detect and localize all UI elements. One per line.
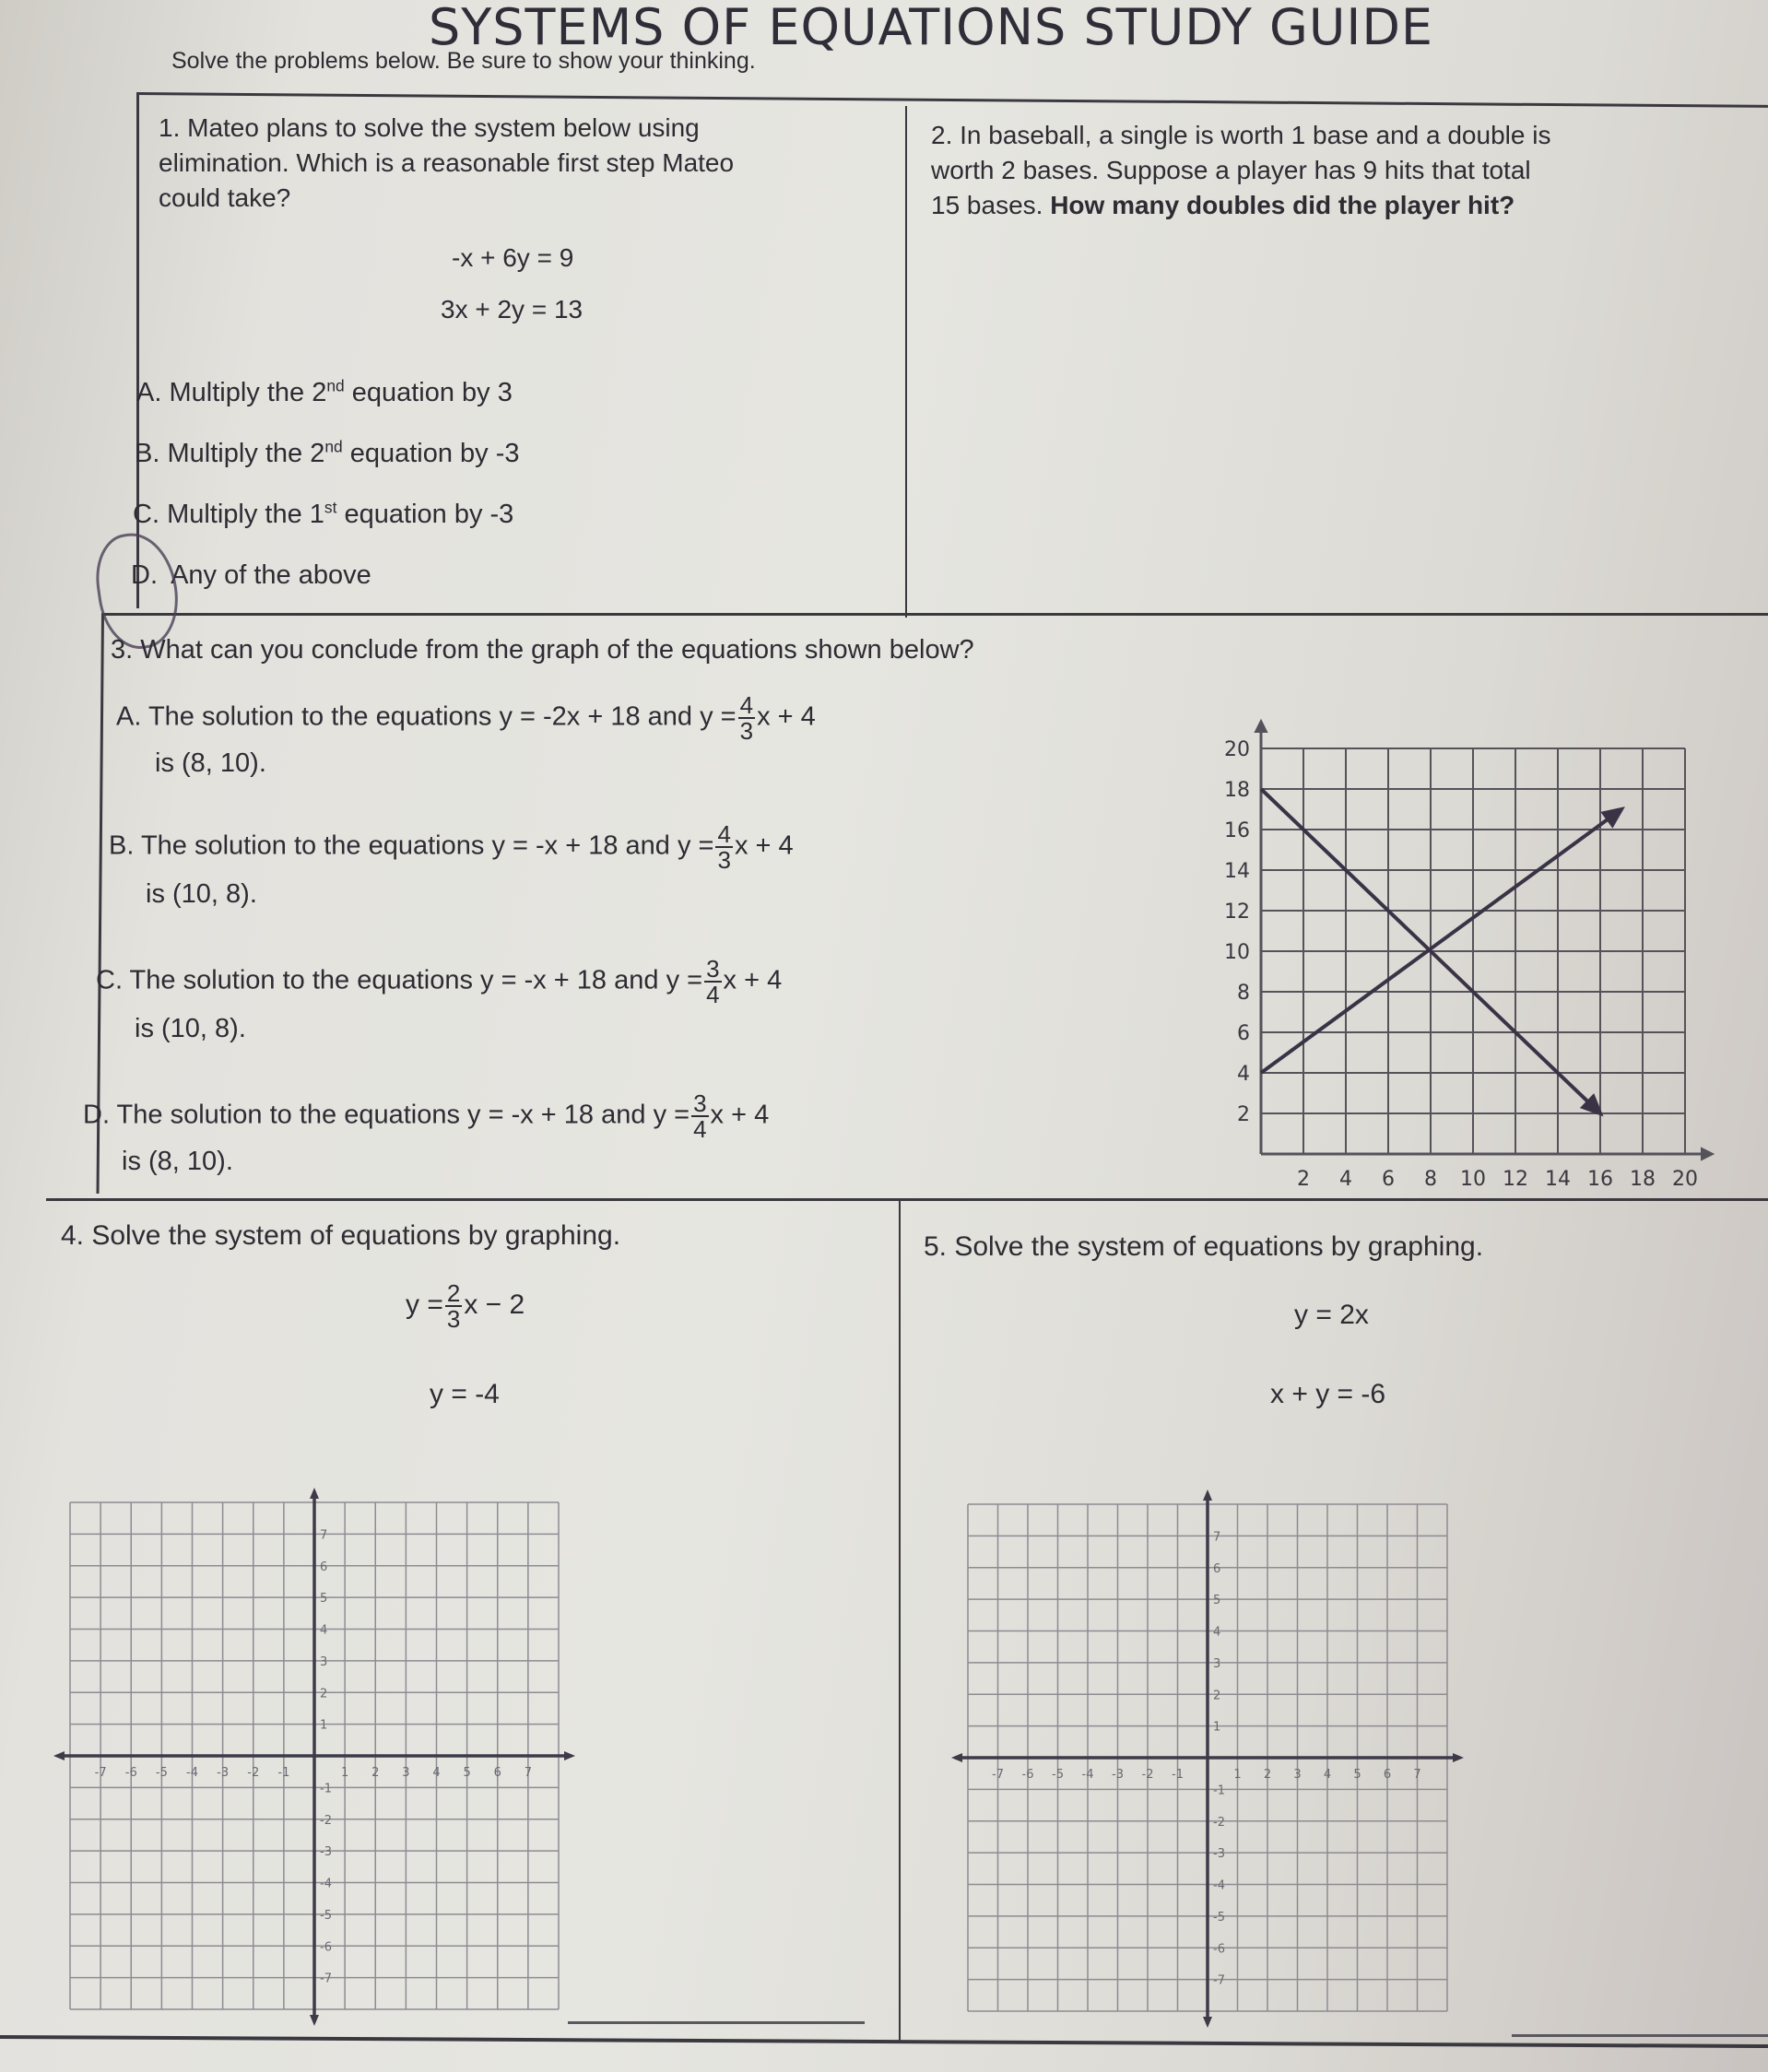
q1-equation-1: -x + 6y = 9	[452, 243, 574, 272]
svg-text:-4: -4	[1213, 1878, 1225, 1893]
page-title: SYSTEMS OF EQUATIONS STUDY GUIDE	[428, 0, 1434, 56]
fraction: $\frac{4}{3}$	[717, 820, 731, 874]
svg-text:-5: -5	[1213, 1910, 1225, 1925]
svg-text:-6: -6	[1213, 1942, 1225, 1957]
svg-text:-7: -7	[992, 1768, 1004, 1782]
svg-text:16: 16	[1224, 819, 1250, 842]
fraction: $\frac{3}{4}$	[706, 955, 720, 1008]
q3-choice-c[interactable]: C. The solution to the equations y = -x + 18 and y = $\frac{3}{4}$ x + 4	[96, 955, 783, 1008]
svg-text:-1: -1	[320, 1782, 332, 1796]
q2-prompt: 2. In baseball, a single is worth 1 base and a double is worth 2 bases. Suppose a player has 9 hits that total 15 bases. How many doubles did the player hit?	[931, 121, 1551, 219]
svg-text:14: 14	[1224, 860, 1250, 883]
svg-text:5: 5	[463, 1766, 471, 1780]
q3-grid	[1255, 721, 1713, 1160]
svg-text:-6: -6	[124, 1766, 137, 1780]
svg-text:4: 4	[1237, 1063, 1250, 1086]
q5-equation-1: y = 2x	[1294, 1300, 1369, 1330]
q5-coordinate-grid[interactable]	[949, 1486, 1466, 2039]
q1-choice-b[interactable]: B. Multiply the 2nd equation by -3	[135, 437, 520, 468]
svg-text:-7: -7	[320, 1972, 332, 1986]
svg-text:6: 6	[1237, 1022, 1250, 1045]
q3-choice-b-result: is (10, 8).	[146, 879, 257, 909]
q3-choice-b[interactable]: B. The solution to the equations y = -x + 18 and y = $\frac{4}{3}$ x + 4	[109, 820, 794, 874]
svg-text:20: 20	[1672, 1168, 1698, 1191]
q3-prompt: 3. What can you conclude from the graph of the equations shown below?	[111, 635, 974, 665]
svg-text:18: 18	[1224, 779, 1250, 802]
q5-answer-line[interactable]	[1512, 2034, 1768, 2037]
svg-text:3: 3	[402, 1766, 410, 1780]
svg-text:-5: -5	[1052, 1768, 1064, 1782]
svg-text:7: 7	[320, 1528, 328, 1543]
q3-choice-c-result: is (10, 8).	[135, 1014, 246, 1043]
q5-equation-2: x + y = -6	[1270, 1379, 1386, 1409]
q4-coordinate-grid[interactable]	[52, 1484, 577, 2037]
q3-choice-d[interactable]: D. The solution to the equations y = -x + 18 and y = $\frac{3}{4}$ x + 4	[83, 1089, 770, 1143]
svg-text:-7: -7	[94, 1766, 107, 1780]
svg-text:8: 8	[1237, 982, 1250, 1005]
q3-choice-a-result: is (8, 10).	[155, 748, 266, 778]
q1-equation-2: 3x + 2y = 13	[441, 295, 583, 324]
svg-text:5: 5	[320, 1592, 328, 1607]
svg-text:-2: -2	[1141, 1768, 1154, 1782]
instructions: Solve the problems below. Be sure to show your thinking.	[171, 48, 756, 74]
q1-choice-a[interactable]: A. Multiply the 2nd equation by 3	[136, 376, 513, 407]
svg-text:2: 2	[371, 1766, 380, 1780]
q4-answer-line[interactable]	[568, 2021, 865, 2024]
svg-text:-3: -3	[217, 1766, 230, 1780]
svg-text:18: 18	[1630, 1168, 1656, 1191]
svg-text:16: 16	[1587, 1168, 1613, 1191]
svg-text:10: 10	[1460, 1168, 1486, 1191]
svg-text:5: 5	[1353, 1768, 1361, 1782]
svg-text:1: 1	[340, 1766, 349, 1780]
svg-text:-4: -4	[1081, 1768, 1094, 1782]
q4-equation-2: y = -4	[430, 1379, 500, 1409]
svg-text:2: 2	[1237, 1103, 1250, 1126]
q1-q2-divider	[905, 106, 907, 618]
svg-text:6: 6	[1382, 1168, 1395, 1191]
svg-text:-1: -1	[277, 1766, 290, 1780]
svg-text:-1: -1	[1172, 1768, 1184, 1782]
svg-text:-4: -4	[186, 1766, 198, 1780]
svg-text:-4: -4	[320, 1877, 332, 1891]
svg-text:6: 6	[1213, 1561, 1221, 1576]
svg-text:3: 3	[320, 1654, 328, 1669]
svg-text:-2: -2	[320, 1813, 332, 1828]
svg-text:-5: -5	[155, 1766, 168, 1780]
svg-text:3: 3	[1293, 1768, 1302, 1782]
svg-text:3: 3	[1213, 1656, 1221, 1671]
svg-text:6: 6	[493, 1766, 501, 1780]
svg-text:2: 2	[1213, 1689, 1221, 1703]
svg-text:1: 1	[320, 1718, 328, 1733]
svg-text:6: 6	[1383, 1768, 1392, 1782]
svg-text:6: 6	[320, 1560, 328, 1574]
svg-text:10: 10	[1224, 941, 1250, 964]
q1-prompt: 1. Mateo plans to solve the system below using elimination. Which is a reasonable first step Mateo could take?	[159, 113, 735, 212]
q1-bottom-border	[101, 613, 1768, 616]
q5-prompt: 5. Solve the system of equations by graphing.	[924, 1231, 1484, 1262]
svg-text:20: 20	[1224, 738, 1250, 761]
svg-text:5: 5	[1213, 1594, 1221, 1608]
svg-text:4: 4	[1339, 1168, 1352, 1191]
q1-choice-c[interactable]: C. Multiply the 1st equation by -3	[133, 498, 514, 529]
table-left-border	[136, 92, 139, 608]
q3-bottom-border	[46, 1198, 1768, 1201]
svg-text:4: 4	[1323, 1768, 1332, 1782]
svg-text:-2: -2	[1213, 1815, 1225, 1830]
svg-text:-2: -2	[247, 1766, 260, 1780]
svg-text:4: 4	[320, 1623, 328, 1638]
svg-text:-1: -1	[1213, 1784, 1225, 1798]
svg-text:12: 12	[1503, 1168, 1528, 1191]
svg-text:-5: -5	[320, 1908, 332, 1923]
svg-text:-3: -3	[1112, 1768, 1124, 1782]
q4-equation-1: y = $\frac{2}{3}$ x − 2	[406, 1279, 525, 1333]
svg-text:1: 1	[1233, 1768, 1242, 1782]
svg-text:-3: -3	[320, 1845, 332, 1860]
fraction: $\frac{4}{3}$	[739, 691, 754, 745]
table-top-border	[136, 92, 1768, 108]
svg-text:8: 8	[1424, 1168, 1437, 1191]
q3-tick-labels	[1224, 738, 1698, 1191]
svg-text:1: 1	[1213, 1720, 1221, 1735]
svg-text:-7: -7	[1213, 1973, 1225, 1988]
svg-text:12: 12	[1224, 901, 1250, 924]
table-bottom-border	[0, 2035, 1768, 2048]
svg-text:-6: -6	[320, 1940, 332, 1955]
q3-line-graph	[1198, 710, 1733, 1198]
svg-text:7: 7	[524, 1766, 533, 1780]
fraction: $\frac{3}{4}$	[693, 1089, 707, 1143]
svg-text:7: 7	[1213, 1530, 1221, 1545]
svg-text:2: 2	[320, 1687, 328, 1701]
svg-text:-3: -3	[1213, 1847, 1225, 1862]
svg-text:4: 4	[432, 1766, 441, 1780]
q4-q5-divider	[899, 1198, 901, 2042]
q3-choice-a[interactable]: A. The solution to the equations y = -2x + 18 and y = $\frac{4}{3}$ x + 4	[116, 691, 816, 745]
svg-text:14: 14	[1545, 1168, 1571, 1191]
svg-text:2: 2	[1263, 1768, 1272, 1782]
q4-prompt: 4. Solve the system of equations by graphing.	[61, 1220, 621, 1251]
svg-text:7: 7	[1413, 1768, 1421, 1782]
q1-choice-d[interactable]: D. Any of the above	[131, 560, 371, 590]
svg-text:-6: -6	[1021, 1768, 1034, 1782]
q3-choice-d-result: is (8, 10).	[122, 1147, 233, 1176]
svg-text:4: 4	[1213, 1625, 1221, 1640]
svg-text:2: 2	[1297, 1168, 1310, 1191]
